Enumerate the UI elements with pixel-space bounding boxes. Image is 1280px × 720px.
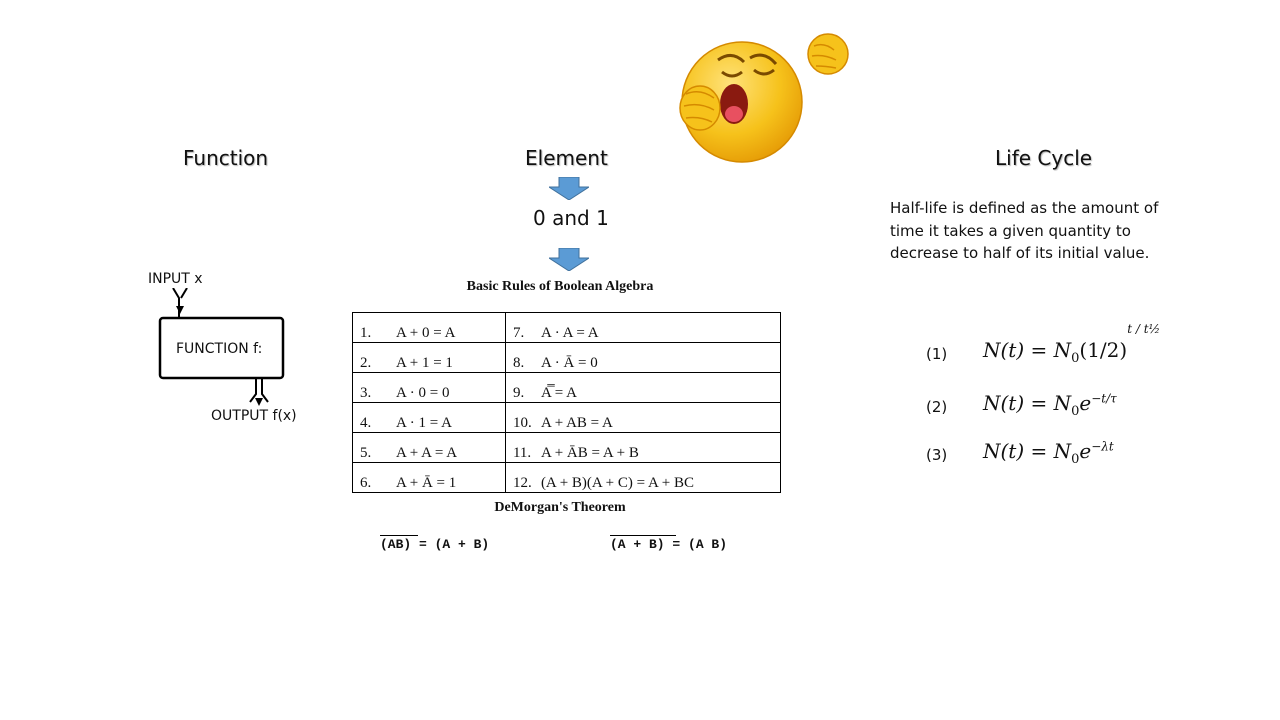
rule-cell: 4. A · 1 = A (353, 403, 506, 433)
output-label: OUTPUT f(x) (211, 408, 297, 424)
table-row (353, 433, 781, 463)
half-life-description: Half-life is defined as the amount of time it takes a given quantity to decrease to half of its initial value. (890, 199, 1159, 262)
input-label: INPUT x (148, 271, 203, 287)
equation-2: $N(t) = N_0e^{-t/\tau}$ (983, 391, 1117, 419)
life-cycle-heading: Life Cycle (995, 146, 1093, 170)
rule-cell: 2. A + 1 = 1 (353, 343, 506, 373)
equation-number: (1) (926, 345, 948, 363)
demorgan-law-1: (AB) = (A + B) (380, 537, 490, 552)
overline (610, 535, 676, 536)
element-values: 0 and 1 (533, 206, 609, 230)
rule-cell: 5. A + A = A (353, 433, 506, 463)
rule-cell: 12. (A + B)(A + C) = A + BC (505, 463, 780, 493)
overline (380, 535, 418, 536)
rule-cell: 1. A + 0 = A (353, 313, 506, 343)
element-heading: Element (525, 146, 608, 170)
table-title: Basic Rules of Boolean Algebra (466, 279, 654, 294)
equation-number: (3) (926, 446, 948, 464)
rule-cell: 6. A + Ā = 1 (353, 463, 506, 493)
rule-cell: 3. A · 0 = 0 (353, 373, 506, 403)
demorgan-title: DeMorgan's Theorem (494, 500, 626, 515)
table-row (353, 373, 781, 403)
down-arrow-icon (549, 248, 589, 271)
rule-cell: 10. A + AB = A (505, 403, 780, 433)
table-row (353, 343, 781, 373)
yawning-emoji-icon (676, 30, 856, 165)
rule-cell: 9. A̿ = A (505, 373, 780, 403)
equation-number: (2) (926, 398, 948, 416)
rule-cell: 8. A · Ā = 0 (505, 343, 780, 373)
equation-3: $N(t) = N_0e^{-\lambda t}$ (983, 439, 1114, 467)
boolean-rules-table (352, 312, 781, 493)
table-row (353, 403, 781, 433)
rule-cell: 7. A · A = A (505, 313, 780, 343)
table-row (353, 313, 781, 343)
rule-cell: 11. A + ĀB = A + B (505, 433, 780, 463)
function-box-label: FUNCTION f: (176, 341, 263, 357)
table-row (353, 463, 781, 493)
down-arrow-icon (549, 177, 589, 200)
equation-1: $N(t) = N_0(1/2)^{t / t\frac{1}{2}}$ (983, 322, 1161, 366)
demorgan-law-2: (A + B) = (A B) (610, 537, 728, 552)
function-heading: Function (183, 146, 269, 170)
